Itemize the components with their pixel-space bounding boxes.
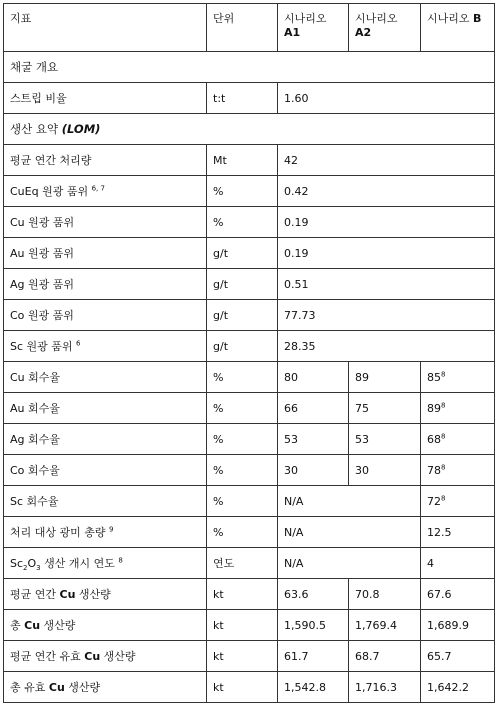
value-a: N/A	[278, 517, 421, 548]
label-post: 생산량	[100, 650, 136, 663]
value-b-text: 78	[427, 463, 441, 477]
value-b	[421, 486, 495, 517]
label-pre: 평균 연간	[10, 588, 60, 601]
b-prefix: 시나리오	[427, 12, 470, 25]
value-a1: 1,542.8	[278, 672, 349, 703]
label-bold: Cu	[59, 588, 76, 601]
row-unit: 연도	[207, 548, 278, 579]
row-label: Co 원광 품위	[4, 300, 207, 331]
table-row	[4, 424, 495, 455]
value-a: N/A	[278, 486, 421, 517]
row-unit: g/t	[207, 238, 278, 269]
table-row	[4, 579, 495, 610]
a1-prefix: 시나리오	[284, 12, 327, 25]
row-label: Co 회수율	[4, 455, 207, 486]
row-unit: t:t	[207, 83, 278, 114]
value-b: 4	[421, 548, 495, 579]
header-scenario-a1	[278, 4, 349, 52]
row-value: 77.73	[278, 300, 495, 331]
value-a2: 30	[349, 455, 421, 486]
row-unit: %	[207, 517, 278, 548]
header-scenario-a2	[349, 4, 421, 52]
row-label: Cu 회수율	[4, 362, 207, 393]
value-b: 1,642.2	[421, 672, 495, 703]
row-label: Au 회수율	[4, 393, 207, 424]
row-label: 스트립 비율	[4, 83, 207, 114]
footnote-ref: 8	[441, 369, 446, 378]
table-row	[4, 83, 495, 114]
label-bold: Cu	[48, 681, 65, 694]
label-post: 생산량	[40, 619, 76, 632]
table-row	[4, 207, 495, 238]
row-label	[4, 579, 207, 610]
value-a1: 61.7	[278, 641, 349, 672]
row-value: 0.51	[278, 269, 495, 300]
row-value: 1.60	[278, 83, 495, 114]
footnote-ref: 8	[441, 493, 446, 502]
row-unit: kt	[207, 672, 278, 703]
value-a1: 53	[278, 424, 349, 455]
value-b	[421, 424, 495, 455]
label-text: 처리 대상 광미 총량	[10, 526, 106, 539]
value-a2: 1,716.3	[349, 672, 421, 703]
a1-code: A1	[284, 26, 301, 39]
row-label: Ag 회수율	[4, 424, 207, 455]
table-row	[4, 610, 495, 641]
row-unit: %	[207, 176, 278, 207]
value-a1: 63.6	[278, 579, 349, 610]
footnote-ref: 6	[76, 339, 81, 348]
label-text: Sc 원광 품위	[10, 340, 73, 353]
label-text: CuEq 원광 품위	[10, 185, 89, 198]
value-b: 67.6	[421, 579, 495, 610]
table-row	[4, 486, 495, 517]
header-row	[4, 4, 495, 52]
section-title-text: 생산 요약	[10, 122, 59, 136]
label-post: 생산량	[64, 681, 101, 694]
subscript: 3	[36, 564, 41, 573]
label-post: 생산 개시 연도	[40, 557, 115, 570]
table-row	[4, 362, 495, 393]
label-post: 생산량	[75, 588, 111, 601]
table-row	[4, 331, 495, 362]
row-label: Au 원광 품위	[4, 238, 207, 269]
row-unit: %	[207, 362, 278, 393]
row-label: Cu 원광 품위	[4, 207, 207, 238]
section-row-production	[4, 114, 495, 145]
row-label	[4, 548, 207, 579]
footnote-ref: 8	[441, 431, 446, 440]
table-row	[4, 517, 495, 548]
row-unit: %	[207, 207, 278, 238]
row-value: 28.35	[278, 331, 495, 362]
value-a2: 68.7	[349, 641, 421, 672]
value-b-text: 85	[427, 370, 441, 384]
table-row	[4, 548, 495, 579]
row-value: 0.42	[278, 176, 495, 207]
row-label	[4, 672, 207, 703]
row-label: Ag 원광 품위	[4, 269, 207, 300]
value-b: 12.5	[421, 517, 495, 548]
value-a1: 1,590.5	[278, 610, 349, 641]
row-unit: g/t	[207, 300, 278, 331]
label-mid: O	[27, 557, 37, 570]
a2-code: A2	[355, 26, 372, 39]
footnote-ref: 8	[118, 556, 123, 565]
header-scenario-b	[421, 4, 495, 52]
value-a1: 80	[278, 362, 349, 393]
row-unit: %	[207, 393, 278, 424]
row-unit: %	[207, 455, 278, 486]
value-a1: 30	[278, 455, 349, 486]
metrics-table	[3, 3, 495, 703]
table-row	[4, 455, 495, 486]
value-a: N/A	[278, 548, 421, 579]
value-b: 65.7	[421, 641, 495, 672]
value-b	[421, 393, 495, 424]
row-unit: g/t	[207, 269, 278, 300]
value-a1: 66	[278, 393, 349, 424]
row-value: 0.19	[278, 238, 495, 269]
row-label	[4, 176, 207, 207]
value-a2: 1,769.4	[349, 610, 421, 641]
value-b-text: 72	[427, 494, 441, 508]
row-unit: %	[207, 486, 278, 517]
value-b	[421, 455, 495, 486]
label-pre: 평균 연간 유효	[10, 650, 85, 663]
section-title-suffix: (LOM)	[61, 122, 101, 136]
table-row	[4, 238, 495, 269]
table-row	[4, 393, 495, 424]
section-title-mining: 채굴 개요	[4, 52, 495, 83]
table-row	[4, 641, 495, 672]
value-a2: 70.8	[349, 579, 421, 610]
row-label	[4, 641, 207, 672]
label-bold: Cu	[24, 619, 41, 632]
row-unit: %	[207, 424, 278, 455]
row-label	[4, 517, 207, 548]
value-b: 1,689.9	[421, 610, 495, 641]
label-pre: 총 유효	[10, 681, 49, 694]
row-unit: kt	[207, 579, 278, 610]
row-label: Sc 회수율	[4, 486, 207, 517]
table-row	[4, 269, 495, 300]
subscript: 2	[23, 564, 28, 573]
value-a2: 53	[349, 424, 421, 455]
value-a2: 89	[349, 362, 421, 393]
value-b-text: 89	[427, 401, 441, 415]
footnote-ref: 8	[441, 400, 446, 409]
value-b-text: 68	[427, 432, 441, 446]
label-bold: Cu	[84, 650, 101, 663]
row-value: 0.19	[278, 207, 495, 238]
row-label	[4, 610, 207, 641]
footnote-ref: 8	[441, 462, 446, 471]
label-pre: 총	[10, 619, 25, 632]
row-unit: g/t	[207, 331, 278, 362]
footnote-ref: 6, 7	[91, 184, 105, 193]
table-row	[4, 176, 495, 207]
a2-prefix: 시나리오	[355, 12, 398, 25]
value-a2: 75	[349, 393, 421, 424]
table-row	[4, 145, 495, 176]
row-unit: Mt	[207, 145, 278, 176]
row-unit: kt	[207, 641, 278, 672]
label-pre: Sc	[10, 557, 24, 570]
row-unit: kt	[207, 610, 278, 641]
row-label	[4, 331, 207, 362]
table-row	[4, 300, 495, 331]
row-label: 평균 연간 처리량	[4, 145, 207, 176]
row-value: 42	[278, 145, 495, 176]
header-unit: 단위	[207, 4, 278, 52]
footnote-ref: 9	[109, 525, 114, 534]
header-metric: 지표	[4, 4, 207, 52]
table-row	[4, 672, 495, 703]
value-b	[421, 362, 495, 393]
b-code: B	[473, 12, 482, 25]
section-row-mining	[4, 52, 495, 83]
section-title-production	[4, 114, 495, 145]
